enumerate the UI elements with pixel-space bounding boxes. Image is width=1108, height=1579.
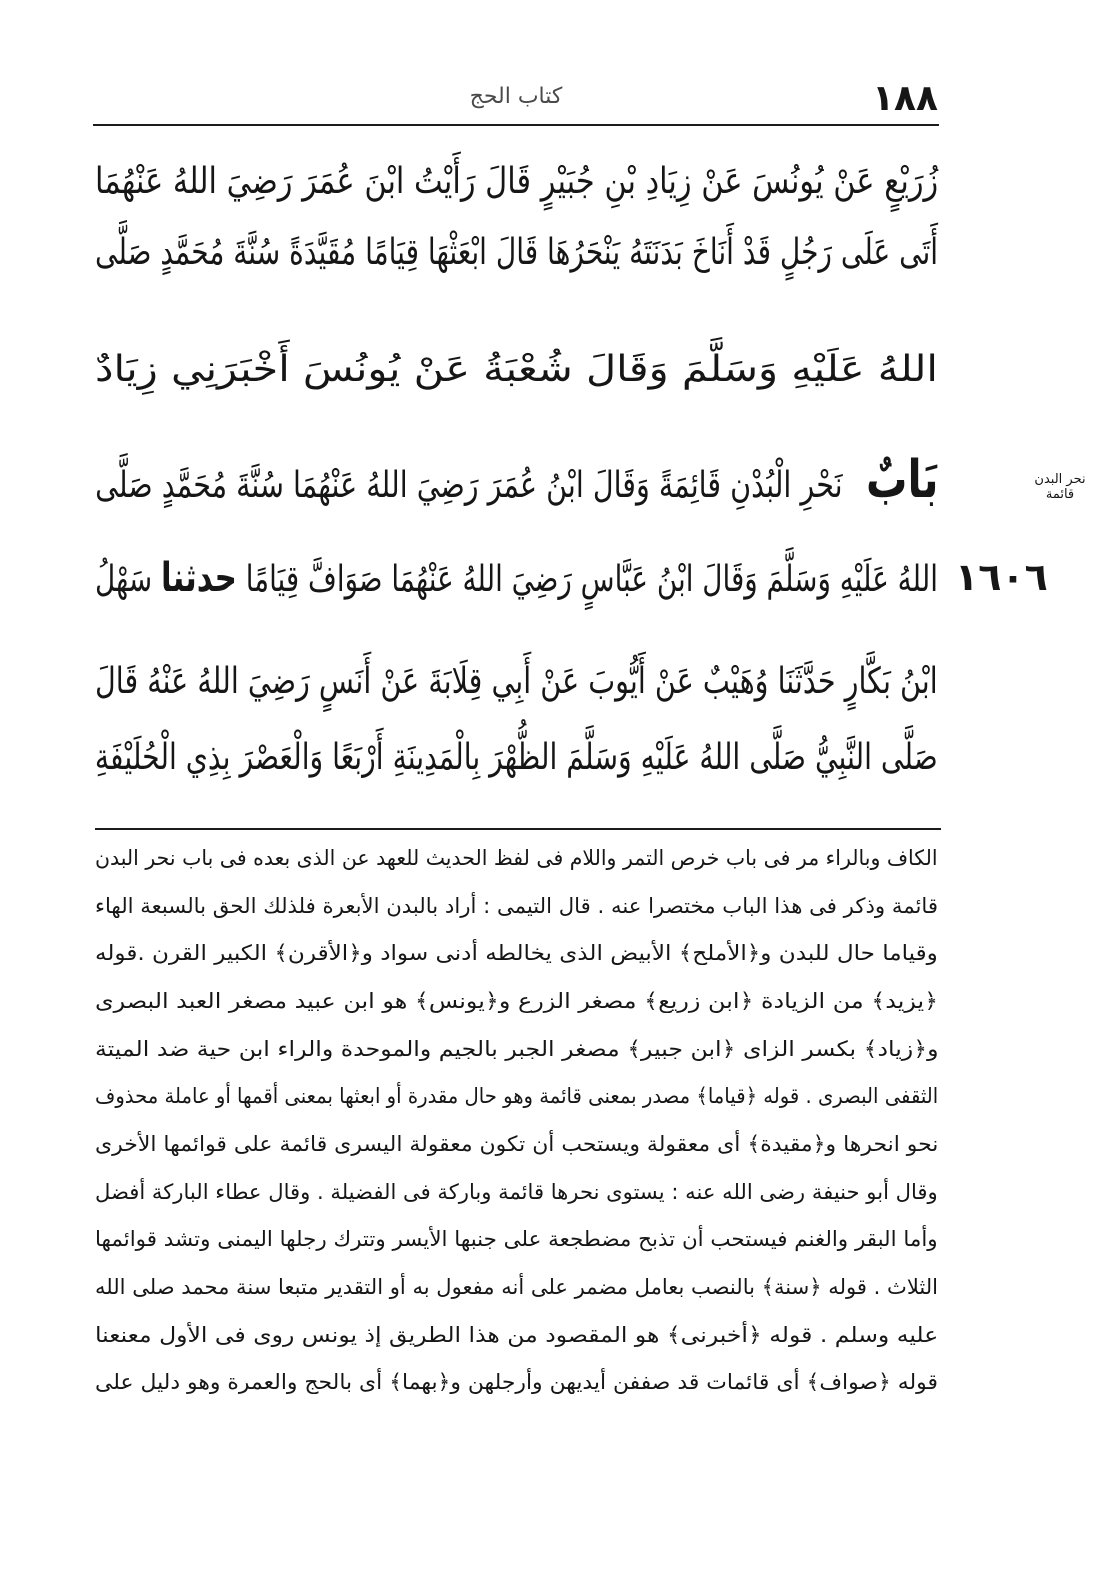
commentary-line-7: نحو انحرها و﴿مقيدة﴾ أى معقولة ويستحب أن تكون معقولة اليسرى قائمة على قوائمها الأخرى	[94, 1132, 938, 1156]
commentary-line-9: وأما البقر والغنم فيستحب أن تذبح مضطجعة على جنبها الأيسر وتترك رجلها اليمنى وتشد قوائمها	[95, 1227, 938, 1251]
hadith-line-4	[95, 450, 938, 510]
commentary-line-5: و﴿زياد﴾ بكسر الزاى ﴿ابن جبير﴾ مصغر الجبر بالجيم والموحدة والراء ابن حية ضد الميتة	[94, 1037, 938, 1061]
footnote-rule	[95, 828, 941, 830]
header-rule	[93, 124, 939, 126]
haddathana-word: حدثنا	[161, 555, 237, 601]
commentary-line-6: الثقفى البصرى . قوله ﴿قياما﴾ مصدر بمعنى قائمة وهو حال مقدرة أو ابعثها بمعنى أقمها أو عاملة محذوف	[94, 1084, 938, 1108]
hadith-line-7: صَلَّى النَّبِيُّ صَلَّى اللهُ عَلَيْهِ وَسَلَّمَ الظُّهْرَ بِالْمَدِينَةِ أَرْبَعًا وَالْعَصْرَ بِذِي الْحُلَيْفَةِ	[95, 737, 938, 778]
hadith-line-1: زُرَيْعٍ عَنْ يُونُسَ عَنْ زِيَادِ بْنِ جُبَيْرٍ قَالَ رَأَيْتُ ابْنَ عُمَرَ رَضِيَ اللهُ عَنْهُمَا	[94, 161, 938, 202]
commentary-line-10: الثلاث . قوله ﴿سنة﴾ بالنصب بعامل مضمر على أنه مفعول به أو التقدير متبعا سنة محمد صلى الله	[95, 1275, 938, 1299]
hadith-line-2: أَتَى عَلَى رَجُلٍ قَدْ أَنَاخَ بَدَنَتَهُ يَنْحَرُهَا قَالَ ابْعَثْهَا قِيَامًا مُقَيَّدَةً سُنَّةَ مُحَمَّدٍ صَلَّى	[94, 232, 938, 273]
commentary-line-11: عليه وسلم . قوله ﴿أخبرنى﴾ هو المقصود من هذا الطريق إذ يونس روى فى الأول معنعنا	[94, 1323, 938, 1347]
commentary-line-1: الكاف وبالراء مر فى باب خرص التمر واللام فى لفظ الحديث للعهد عن الذى بعده فى باب نحر البدن	[95, 846, 938, 870]
page-header	[95, 74, 938, 124]
chapter-heading-bab: بَابٌ	[865, 450, 938, 510]
hadith-line-5	[95, 548, 938, 608]
hadith-line-6: ابْنُ بَكَّارٍ حَدَّثَنَا وُهَيْبٌ عَنْ أَيُّوبَ عَنْ أَبِي قِلَابَةَ عَنْ أَنَسٍ رَضِيَ اللهُ عَنْهُ قَالَ	[95, 661, 938, 702]
hadith-line-5-end: سَهْلُ	[95, 559, 153, 600]
commentary-line-2: قائمة وذكر فى هذا الباب مختصرا عنه . قال التيمى : أراد بالبدن الأبعرة فلذلك الحق بالسبعة الهاء	[94, 894, 938, 918]
margin-note: نحر البدن قائمة	[1034, 472, 1086, 502]
hadith-line-3: اللهُ عَلَيْهِ وَسَلَّمَ وَقَالَ شُعْبَةُ عَنْ يُونُسَ أَخْبَرَنِي زِيَادٌ	[95, 349, 938, 390]
chapter-heading-text: نَحْرِ الْبُدْنِ قَائِمَةً وَقَالَ ابْنُ عُمَرَ رَضِيَ اللهُ عَنْهُمَا سُنَّةَ مُحَمَّدٍ صَلَّى	[94, 465, 843, 506]
commentary-line-4: ﴿يزيد﴾ من الزيادة ﴿ابن زريع﴾ مصغر الزرع و﴿يونس﴾ هو ابن عبيد مصغر العبد البصرى	[94, 989, 938, 1013]
page-number: ١٨٨	[872, 78, 938, 119]
hadith-line-5-start: اللهُ عَلَيْهِ وَسَلَّمَ وَقَالَ ابْنُ عَبَّاسٍ رَضِيَ اللهُ عَنْهُمَا صَوَافَّ قِيَامًا	[245, 559, 939, 600]
commentary-line-3: وقياما حال للبدن و﴿الأملح﴾ الأبيض الذى يخالطه أدنى سواد و﴿الأقرن﴾ الكبير القرن .قوله	[95, 941, 938, 965]
commentary-line-8: وقال أبو حنيفة رضى الله عنه : يستوى نحرها قائمة وباركة فى الفضيلة . وقال عطاء الباركة أفضل	[95, 1180, 938, 1204]
running-title: كتاب الحج	[469, 84, 563, 109]
hadith-number: ١٦٠٦	[955, 555, 1048, 599]
commentary-line-12: قوله ﴿صواف﴾ أى قائمات قد صففن أيديهن وأرجلهن و﴿بهما﴾ أى بالحج والعمرة وهو دليل على	[95, 1370, 938, 1394]
